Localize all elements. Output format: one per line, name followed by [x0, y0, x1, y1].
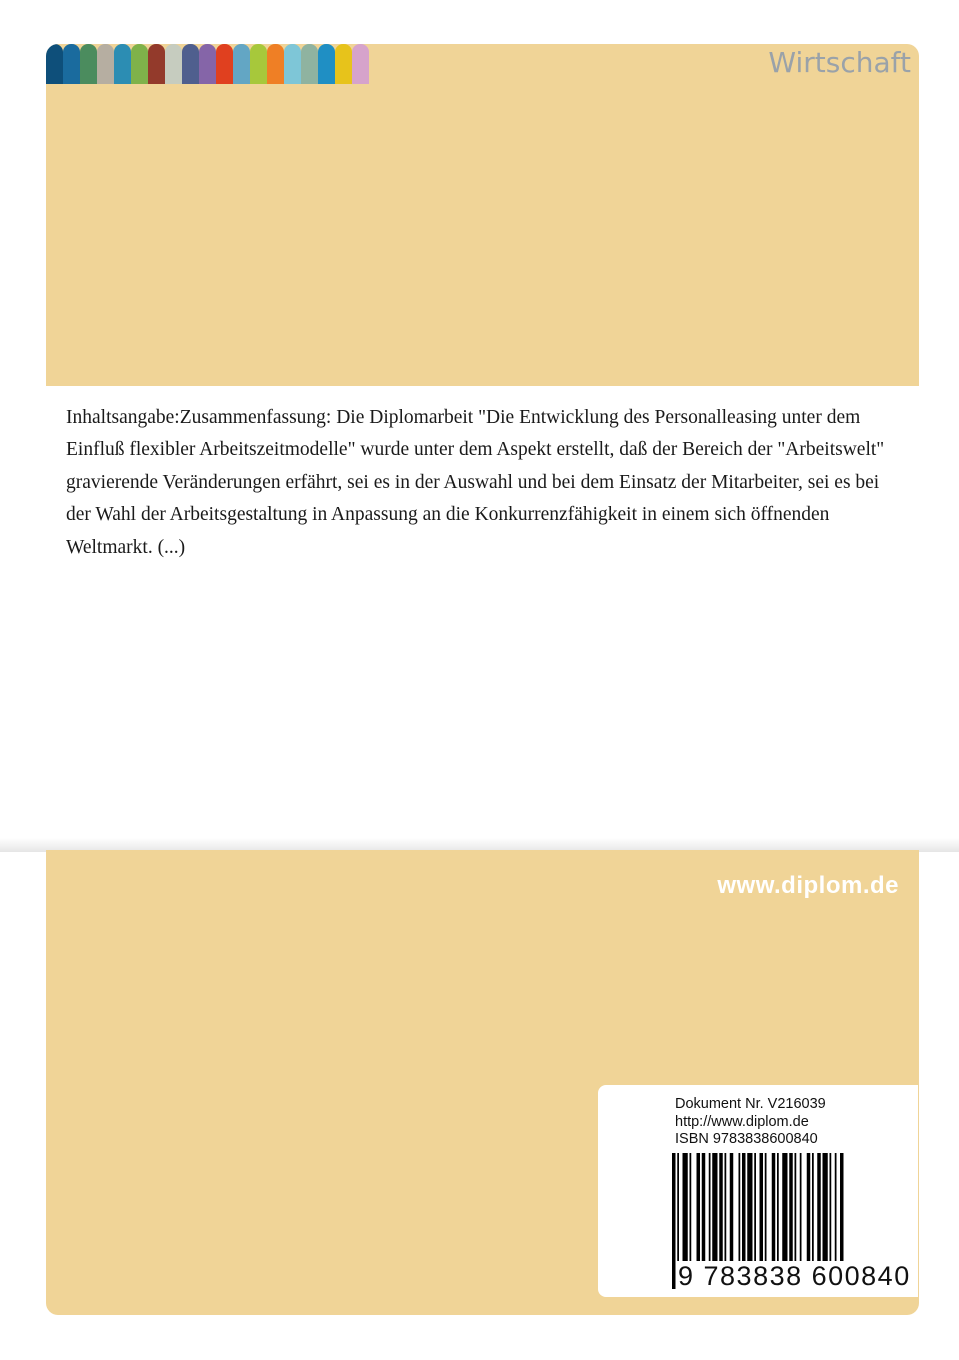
color-stripe — [301, 44, 318, 84]
color-stripe — [97, 44, 114, 84]
color-stripe — [114, 44, 131, 84]
isbn-number: ISBN 9783838600840 — [675, 1131, 818, 1147]
color-stripe — [267, 44, 284, 84]
category-label: Wirtschaft — [768, 46, 911, 79]
color-stripe — [131, 44, 148, 84]
isbn-label — [598, 1085, 918, 1297]
color-stripe — [233, 44, 250, 84]
barcode-digits: 9 783838 600840 — [678, 1261, 911, 1291]
document-url[interactable]: http://www.diplom.de — [675, 1113, 809, 1130]
document-number: Dokument Nr. V216039 — [675, 1096, 826, 1112]
color-stripe — [352, 44, 369, 84]
color-stripe — [148, 44, 165, 84]
color-stripe — [284, 44, 301, 84]
color-stripe — [335, 44, 352, 84]
color-stripe — [250, 44, 267, 84]
publisher-website[interactable]: www.diplom.de — [717, 872, 899, 899]
color-stripe — [199, 44, 216, 84]
cover-top-panel — [46, 44, 919, 386]
color-stripe — [318, 44, 335, 84]
color-stripe — [80, 44, 97, 84]
color-stripes — [46, 44, 369, 84]
color-stripe — [182, 44, 199, 84]
document-info — [675, 1096, 826, 1149]
color-stripe — [165, 44, 182, 84]
color-stripe — [216, 44, 233, 84]
color-stripe — [63, 44, 80, 84]
color-stripe — [46, 44, 63, 84]
book-blurb: Inhaltsangabe:Zusammenfassung: Die Diplomarbeit "Die Entwicklung des Personalleasing unter dem Einfluß flexibler Arbeitszeitmodelle" wurde unter dem Aspekt erstellt, daß der Bereich der "Arbeitswelt" gravierende Veränderungen erfährt, sei es in der Auswahl und bei dem Einsatz der Mitarbeiter, sei es bei der Wahl der Arbeitsgestaltung in Anpassung an die Konkurrenzfähigkeit in einem sich öffnenden Weltmarkt. (...) — [66, 407, 885, 558]
